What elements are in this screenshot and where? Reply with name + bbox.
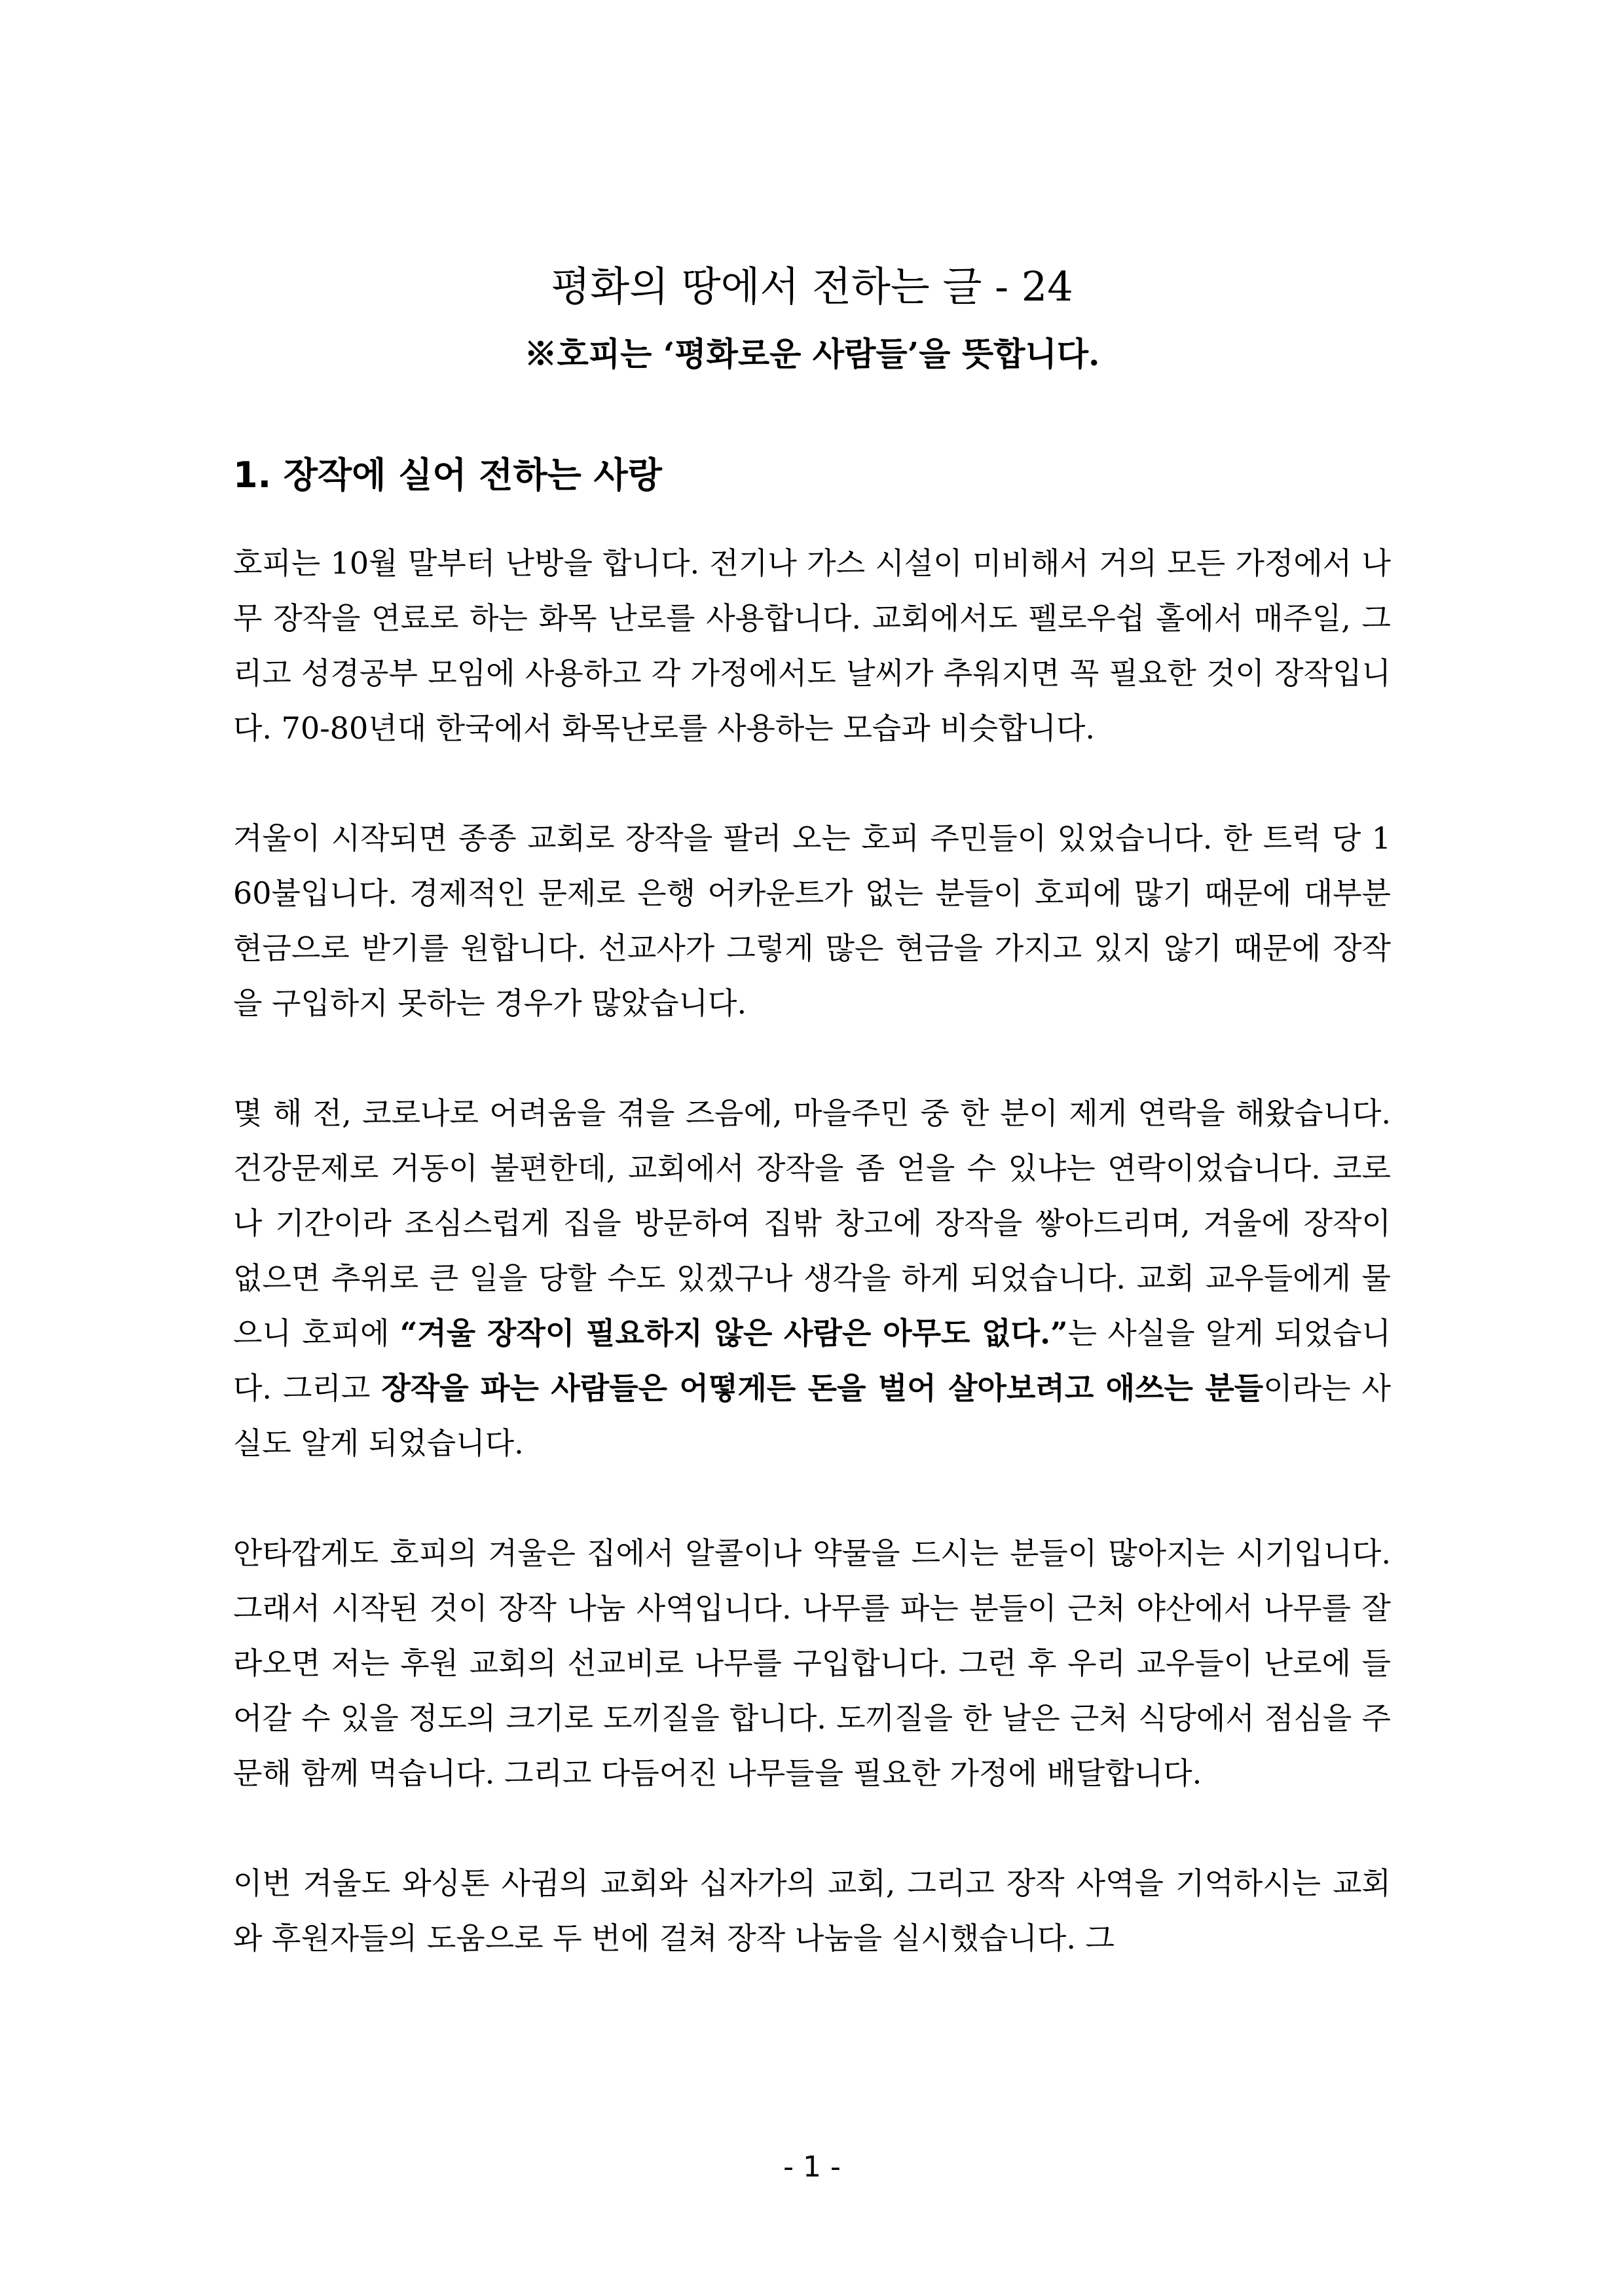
page-subtitle: ※호피는 ‘평화로운 사람들’을 뜻합니다. xyxy=(524,335,1100,373)
paragraph-1: 호피는 10월 말부터 난방을 합니다. 전기나 가스 시설이 미비해서 거의 모든 가정에서 나무 장작을 연료로 하는 화목 난로를 사용합니다. 교회에서도 펠로우쉽 홀에서 매주일, 그리고 성경공부 모임에 사용하고 각 가정에서도 날씨가 추워지면 꼭 필요한 것이 장작입니다. 70-80년대 한국에서 화목난로를 사용하는 모습과 비슷합니다. xyxy=(233,545,1391,746)
paragraph-3 xyxy=(233,1086,1391,1471)
body-text xyxy=(233,536,1391,2021)
paragraph-3-bold-quote: “겨울 장작이 필요하지 않은 사람은 아무도 없다.” xyxy=(399,1315,1068,1351)
page-title: 평화의 땅에서 전하는 글 - 24 xyxy=(551,263,1073,310)
paragraph-5: 이번 겨울도 와싱톤 사귐의 교회와 십자가의 교회, 그리고 장작 사역을 기억하시는 교회와 후원자들의 도움으로 두 번에 걸쳐 장작 나눔을 실시했습니다. 그 xyxy=(233,1865,1391,1956)
paragraph-4: 안타깝게도 호피의 겨울은 집에서 알콜이나 약물을 드시는 분들이 많아지는 시기입니다. 그래서 시작된 것이 장작 나눔 사역입니다. 나무를 파는 분들이 근처 야산에서 나무를 잘라오면 저는 후원 교회의 선교비로 나무를 구입합니다. 그런 후 우리 교우들이 난로에 들어갈 수 있을 정도의 크기로 도끼질을 합니다. 도끼질을 한 날은 근처 식당에서 점심을 주문해 함께 먹습니다. 그리고 다듬어진 나무들을 필요한 가정에 배달합니다. xyxy=(233,1535,1391,1791)
paragraph-3-text-1: 몇 해 전, 코로나로 어려움을 겪을 즈음에, 마을주민 중 한 분이 제게 연락을 해왔습니다. 건강문제로 거동이 불편한데, 교회에서 장작을 좀 얻을 수 있냐는 연락이었습니다. 코로나 기간이라 조심스럽게 집을 방문하여 집밖 창고에 장작을 쌓아드리며, 겨울에 장작이 없으면 추위로 큰 일을 당할 수도 있겠구나 생각을 하게 되었습니다. 교회 교우들에게 물으니 호피에 xyxy=(233,1095,1391,1351)
paragraph-3-text-3: 이라는 사실도 알게 되었습니다. xyxy=(233,1370,1391,1461)
paragraph-3-text-2: 는 사실을 알게 되었습니다. 그리고 xyxy=(233,1315,1391,1406)
page-number: - 1 - xyxy=(783,2150,841,2184)
paragraph-3-bold-phrase: 장작을 파는 사람들은 어떻게든 돈을 벌어 살아보려고 애쓰는 분들 xyxy=(381,1370,1264,1406)
paragraph-2: 겨울이 시작되면 종종 교회로 장작을 팔러 오는 호피 주민들이 있었습니다. 한 트럭 당 160불입니다. 경제적인 문제로 은행 어카운트가 없는 분들이 호피에 많기 때문에 대부분 현금으로 받기를 원합니다. 선교사가 그렇게 많은 현금을 가지고 있지 않기 때문에 장작을 구입하지 못하는 경우가 많았습니다. xyxy=(233,820,1391,1021)
section-heading: 1. 장작에 실어 전하는 사랑 xyxy=(233,454,662,496)
